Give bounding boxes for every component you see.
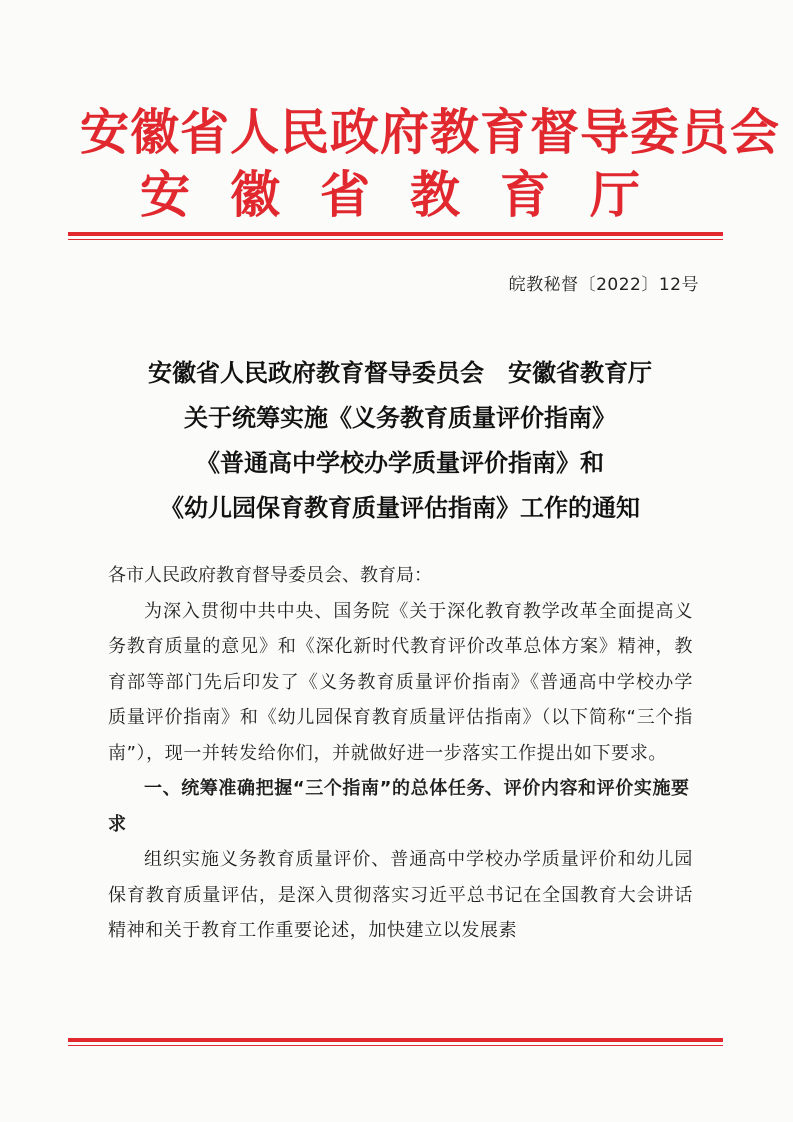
document-title (80, 350, 720, 530)
title-line-2: 关于统筹实施《义务教育质量评价指南》 (184, 403, 616, 432)
title-line-3: 《普通高中学校办学质量评价指南》和 (196, 448, 604, 477)
red-separator-bottom (68, 1038, 723, 1046)
paragraph-section-1: 组织实施义务教育质量评价、普通高中学校办学质量评价和幼儿园保育教育质量评估，是深入贯彻落实习近平总书记在全国教育大会讲话精神和关于教育工作重要论述，加快建立以发展素 (108, 849, 693, 941)
title-line-1: 安徽省人民政府教育督导委员会 安徽省教育厅 (148, 358, 652, 387)
issuer-header-line1: 安徽省人民政府教育督导委员会 (80, 103, 781, 161)
paragraph-intro: 为深入贯彻中共中央、国务院《关于深化教育教学改革全面提高义务教育质量的意见》和《深化新时代教育评价改革总体方案》精神，教育部等部门先后印发了《义务教育质量评价指南》《普通高中学校办学质量评价指南》和《幼儿园保育教育质量评估指南》（以下简称“三个指南”），现一并转发给你们，并就做好进一步落实工作提出如下要求。 (108, 600, 693, 764)
red-separator-top (68, 232, 723, 240)
salutation: 各市人民政府教育督导委员会、教育局： (108, 565, 432, 586)
issuer-header-line2: 安徽省教育厅 (140, 165, 680, 224)
document-number: 皖教秘督〔2022〕12号 (508, 275, 699, 295)
title-line-4: 《幼儿园保育教育质量评估指南》工作的通知 (160, 493, 640, 522)
document-body (108, 558, 693, 949)
section-heading-1: 一、统筹准确把握“三个指南”的总体任务、评价内容和评价实施要求 (108, 778, 690, 835)
